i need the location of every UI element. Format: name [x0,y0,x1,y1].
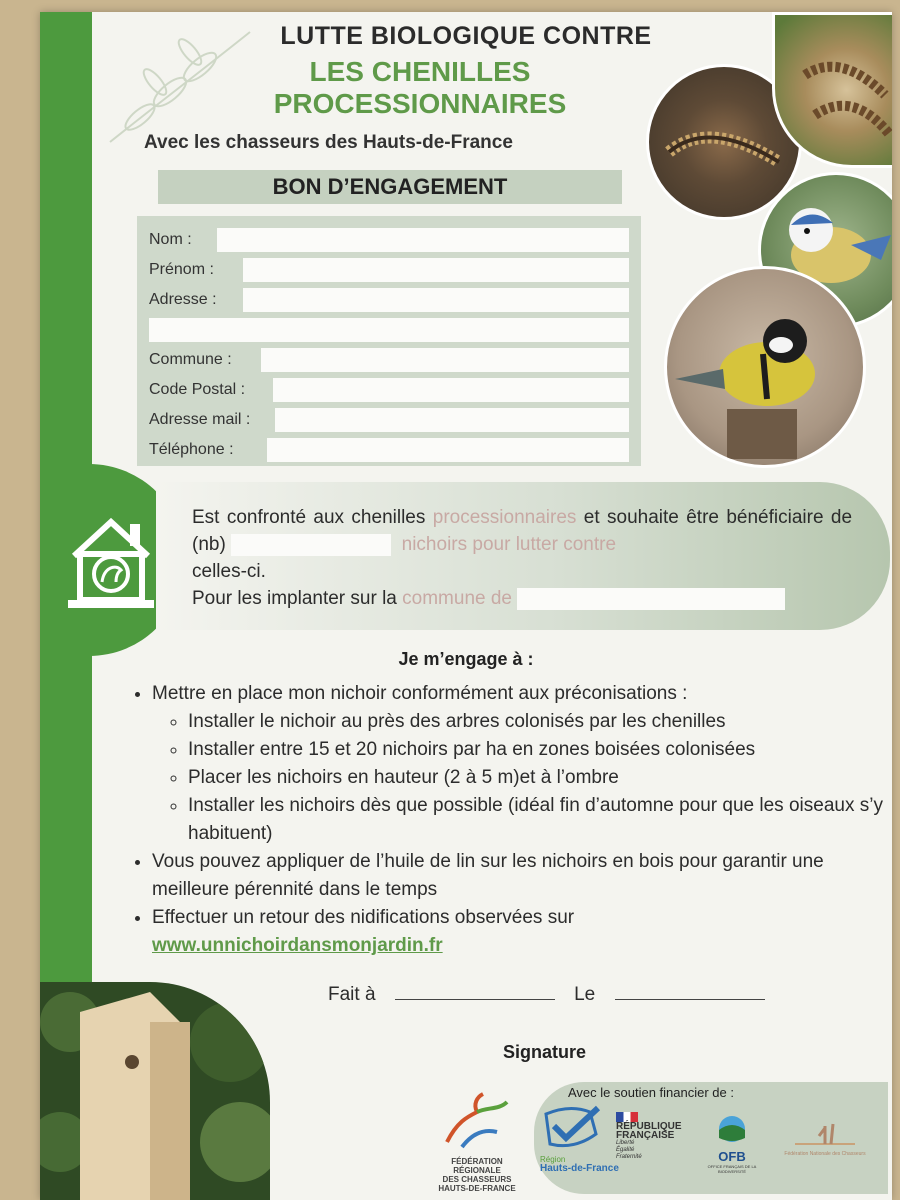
commune-implantation-field[interactable] [517,588,785,610]
adresse-field[interactable] [243,288,629,312]
commitment-heading: Je m’engage à : [398,649,534,669]
region-check-icon [540,1104,604,1150]
list-item: ◦ Installer entre 15 et 20 nichoirs par ha en zones boisées colonisées [188,736,892,764]
commune-label: Commune : [149,351,232,368]
nom-field[interactable] [217,228,629,252]
photo-collage [652,12,892,472]
prenom-label: Prénom : [149,261,214,278]
fait-le-line: Fait à Le [328,984,765,1006]
engagement-text: Est confronté aux chenilles processionnaires et souhaite être bénéficiaire de (nb) nichoirs pour lutter contre celles-ci. Pour les implanter sur la commune de [192,507,853,609]
code-postal-label: Code Postal : [149,381,246,398]
date-field[interactable] [615,999,765,1000]
list-item: ◦ Installer les nichoirs dès que possible (idéal fin d’automne pour que les oiseaux s’y habituent) [188,792,892,848]
nb-nichoirs-field[interactable] [231,534,391,556]
federation-logo: FÉDÉRATION RÉGIONALE DES CHASSEURS HAUTS-DE-FRANCE [432,1092,522,1193]
deer-logo-icon [437,1092,517,1152]
sponsor-title: Avec le soutien financier de : [568,1085,734,1100]
list-item: • Vous pouvez appliquer de l’huile de lin sur les nichoirs en bois pour garantir une meilleure pérennité dans le temps [152,848,892,904]
list-item: • Mettre en place mon nichoir conformément aux préconisations : ◦ Installer le nichoir au près des arbres colonisés par les chenilles ◦ Installer entre 15 et 20 nichoirs par ha en zones boisées colonisées ◦ Placer les nichoirs en hauteur (2 à 5 m)et à l’ombre ◦ Installer les nichoirs dès que possible (idéal fin d’automne pour que les oiseaux s’y habituent) [152,680,892,848]
ofb-logo: OFB OFFICE FRANÇAIS DE LA BIODIVERSITÉ [700,1114,764,1174]
list-item: • Effectuer un retour des nidifications observées sur www.unnichoirdansmonjardin.fr [152,904,892,960]
hunters-icon [795,1116,855,1146]
list-item: ◦ Placer les nichoirs en hauteur (2 à 5 m)et à l’ombre [188,764,892,792]
title-line-2: LES CHENILLES PROCESSIONNAIRES [273,56,567,119]
email-label: Adresse mail : [149,411,251,428]
republique-francaise-logo: RÉPUBLIQUE FRANÇAISE Liberté Égalité Fraternité [616,1112,696,1161]
title-line-1: LUTTE BIOLOGIQUE CONTRE [280,22,652,50]
prenom-field[interactable] [243,258,629,282]
ofb-circle-icon [715,1114,749,1144]
region-logo: Région Hauts-de-France [540,1104,630,1173]
code-postal-field[interactable] [273,378,629,402]
flyer-sheet [40,12,892,1200]
birdhouse-icon [66,512,156,612]
telephone-field[interactable] [267,438,629,462]
website-link[interactable]: www.unnichoirdansmonjardin.fr [152,935,443,956]
signature-label: Signature [503,1042,587,1062]
adresse-label: Adresse : [149,291,217,308]
adresse-field-line-2[interactable] [149,318,629,342]
telephone-label: Téléphone : [149,441,234,458]
commune-field[interactable] [261,348,629,372]
email-field[interactable] [275,408,629,432]
nest-box-photo [40,982,270,1200]
fait-a-field[interactable] [395,999,555,1000]
nom-label: Nom : [149,231,192,248]
subtitle: Avec les chasseurs des Hauts-de-France [144,132,513,153]
great-tit-photo [664,266,866,468]
bon-engagement-banner: BON D’ENGAGEMENT [158,170,622,204]
contact-form [137,216,641,466]
fnc-logo: Fédération Nationale des Chasseurs [770,1116,880,1157]
list-item: ◦ Installer le nichoir au près des arbres colonisés par les chenilles [188,708,892,736]
commitment-list [130,680,892,960]
